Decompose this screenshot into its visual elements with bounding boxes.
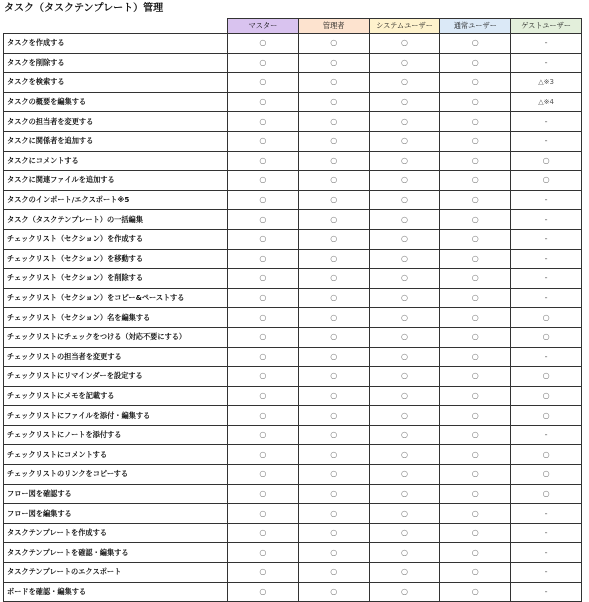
permission-cell-system-user: ○ — [369, 386, 440, 406]
row-label: タスクに関連ファイルを追加する — [4, 171, 228, 191]
permission-cell-master: ○ — [228, 582, 299, 602]
permission-cell-guest-user: ○ — [511, 327, 582, 347]
table-row — [4, 327, 582, 347]
permission-cell-guest-user: - — [511, 210, 582, 230]
permission-cell-master: ○ — [228, 53, 299, 73]
table-row — [4, 131, 582, 151]
permission-cell-guest-user: ○ — [511, 151, 582, 171]
permission-cell-master: ○ — [228, 308, 299, 328]
row-label: タスクにコメントする — [4, 151, 228, 171]
permission-cell-system-user: ○ — [369, 406, 440, 426]
permission-cell-normal-user: ○ — [440, 504, 511, 524]
permission-cell-master: ○ — [228, 543, 299, 563]
permission-cell-system-user: ○ — [369, 563, 440, 583]
permission-cell-master: ○ — [228, 131, 299, 151]
row-label: チェックリストにノートを添付する — [4, 425, 228, 445]
permission-cell-admin: ○ — [298, 347, 369, 367]
table-row — [4, 92, 582, 112]
permission-cell-normal-user: ○ — [440, 73, 511, 93]
permission-cell-guest-user: - — [511, 269, 582, 289]
permission-cell-guest-user: △※3 — [511, 73, 582, 93]
permission-cell-master: ○ — [228, 406, 299, 426]
permission-cell-guest-user: - — [511, 425, 582, 445]
permission-cell-guest-user: ○ — [511, 484, 582, 504]
permission-cell-normal-user: ○ — [440, 582, 511, 602]
permission-cell-guest-user: - — [511, 53, 582, 73]
row-label: チェックリストの担当者を変更する — [4, 347, 228, 367]
column-header-normal-user: 通常ユーザー — [440, 19, 511, 34]
table-row — [4, 347, 582, 367]
row-label: タスクテンプレートを確認・編集する — [4, 543, 228, 563]
permission-cell-normal-user: ○ — [440, 484, 511, 504]
table-row — [4, 504, 582, 524]
row-label: タスクテンプレートのエクスポート — [4, 563, 228, 583]
permission-cell-system-user: ○ — [369, 53, 440, 73]
permission-cell-master: ○ — [228, 269, 299, 289]
permission-cell-admin: ○ — [298, 92, 369, 112]
permission-cell-system-user: ○ — [369, 308, 440, 328]
table-row — [4, 73, 582, 93]
permission-cell-guest-user: - — [511, 582, 582, 602]
row-label: チェックリストのリンクをコピーする — [4, 465, 228, 485]
table-row — [4, 34, 582, 54]
column-header-admin: 管理者 — [298, 19, 369, 34]
permission-cell-system-user: ○ — [369, 504, 440, 524]
permission-cell-normal-user: ○ — [440, 523, 511, 543]
permission-cell-admin: ○ — [298, 73, 369, 93]
permission-cell-normal-user: ○ — [440, 190, 511, 210]
permission-cell-master: ○ — [228, 563, 299, 583]
row-label: タスクのインポート/エクスポート※5 — [4, 190, 228, 210]
permission-cell-admin: ○ — [298, 288, 369, 308]
permission-cell-guest-user: - — [511, 249, 582, 269]
permission-cell-normal-user: ○ — [440, 465, 511, 485]
permission-cell-system-user: ○ — [369, 465, 440, 485]
table-row — [4, 229, 582, 249]
permission-cell-guest-user: - — [511, 347, 582, 367]
permission-cell-guest-user: - — [511, 288, 582, 308]
permission-cell-guest-user: ○ — [511, 367, 582, 387]
permission-cell-guest-user: - — [511, 112, 582, 132]
table-row — [4, 484, 582, 504]
permission-cell-normal-user: ○ — [440, 210, 511, 230]
permission-cell-normal-user: ○ — [440, 367, 511, 387]
permission-cell-master: ○ — [228, 112, 299, 132]
permission-cell-guest-user: - — [511, 190, 582, 210]
permission-cell-admin: ○ — [298, 504, 369, 524]
permission-cell-system-user: ○ — [369, 523, 440, 543]
permission-cell-normal-user: ○ — [440, 406, 511, 426]
permission-cell-admin: ○ — [298, 112, 369, 132]
permission-cell-master: ○ — [228, 229, 299, 249]
permission-cell-master: ○ — [228, 92, 299, 112]
permission-cell-guest-user: - — [511, 543, 582, 563]
permission-cell-master: ○ — [228, 504, 299, 524]
table-row — [4, 425, 582, 445]
permission-cell-master: ○ — [228, 34, 299, 54]
row-label: チェックリストにリマインダーを設定する — [4, 367, 228, 387]
permission-cell-normal-user: ○ — [440, 386, 511, 406]
column-header-master: マスター — [228, 19, 299, 34]
permission-cell-admin: ○ — [298, 249, 369, 269]
permission-cell-guest-user: - — [511, 523, 582, 543]
permission-cell-normal-user: ○ — [440, 288, 511, 308]
row-label: タスクテンプレートを作成する — [4, 523, 228, 543]
row-label: チェックリスト（セクション）を作成する — [4, 229, 228, 249]
permission-cell-admin: ○ — [298, 229, 369, 249]
permission-cell-master: ○ — [228, 484, 299, 504]
permission-cell-guest-user: - — [511, 563, 582, 583]
column-header-guest-user: ゲストユーザー — [511, 19, 582, 34]
permission-cell-master: ○ — [228, 425, 299, 445]
table-row — [4, 406, 582, 426]
permission-cell-normal-user: ○ — [440, 425, 511, 445]
permission-cell-system-user: ○ — [369, 445, 440, 465]
row-label: チェックリストにチェックをつける（対応不要にする） — [4, 327, 228, 347]
table-row — [4, 190, 582, 210]
permission-cell-normal-user: ○ — [440, 34, 511, 54]
table-row — [4, 367, 582, 387]
permission-cell-master: ○ — [228, 288, 299, 308]
table-row — [4, 53, 582, 73]
table-row — [4, 112, 582, 132]
row-label: ボードを確認・編集する — [4, 582, 228, 602]
row-label: チェックリスト（セクション）をコピー&ペーストする — [4, 288, 228, 308]
row-label: チェックリストにファイルを添付・編集する — [4, 406, 228, 426]
row-label: チェックリスト（セクション）を削除する — [4, 269, 228, 289]
permission-cell-system-user: ○ — [369, 367, 440, 387]
permission-cell-normal-user: ○ — [440, 543, 511, 563]
permission-cell-system-user: ○ — [369, 210, 440, 230]
table-row — [4, 288, 582, 308]
permission-cell-admin: ○ — [298, 171, 369, 191]
permission-cell-guest-user: ○ — [511, 465, 582, 485]
permission-cell-normal-user: ○ — [440, 92, 511, 112]
permission-cell-normal-user: ○ — [440, 229, 511, 249]
table-row — [4, 269, 582, 289]
header-row — [4, 19, 582, 34]
table-row — [4, 523, 582, 543]
permission-cell-guest-user: ○ — [511, 445, 582, 465]
row-label: タスクに関係者を追加する — [4, 131, 228, 151]
permission-cell-normal-user: ○ — [440, 131, 511, 151]
permission-cell-normal-user: ○ — [440, 53, 511, 73]
permission-cell-master: ○ — [228, 249, 299, 269]
permission-cell-admin: ○ — [298, 151, 369, 171]
permission-cell-admin: ○ — [298, 190, 369, 210]
permission-cell-system-user: ○ — [369, 249, 440, 269]
permission-cell-master: ○ — [228, 367, 299, 387]
header-blank-cell — [4, 19, 228, 34]
table-row — [4, 210, 582, 230]
permission-cell-normal-user: ○ — [440, 347, 511, 367]
table-row — [4, 582, 582, 602]
permission-cell-system-user: ○ — [369, 131, 440, 151]
row-label: タスク（タスクテンプレート）の一括編集 — [4, 210, 228, 230]
permission-cell-system-user: ○ — [369, 112, 440, 132]
permission-cell-system-user: ○ — [369, 151, 440, 171]
table-row — [4, 151, 582, 171]
row-label: タスクを検索する — [4, 73, 228, 93]
permission-cell-admin: ○ — [298, 406, 369, 426]
permission-cell-master: ○ — [228, 190, 299, 210]
permission-cell-system-user: ○ — [369, 269, 440, 289]
permission-cell-normal-user: ○ — [440, 171, 511, 191]
permission-cell-normal-user: ○ — [440, 249, 511, 269]
permission-cell-admin: ○ — [298, 543, 369, 563]
row-label: タスクの概要を編集する — [4, 92, 228, 112]
permission-cell-normal-user: ○ — [440, 327, 511, 347]
row-label: タスクの担当者を変更する — [4, 112, 228, 132]
row-label: フロー図を編集する — [4, 504, 228, 524]
permission-cell-admin: ○ — [298, 582, 369, 602]
row-label: フロー図を確認する — [4, 484, 228, 504]
permission-cell-guest-user: ○ — [511, 406, 582, 426]
permission-cell-normal-user: ○ — [440, 151, 511, 171]
permission-cell-master: ○ — [228, 171, 299, 191]
permission-cell-guest-user: - — [511, 229, 582, 249]
permission-cell-admin: ○ — [298, 131, 369, 151]
permission-cell-system-user: ○ — [369, 92, 440, 112]
permission-cell-guest-user: - — [511, 131, 582, 151]
row-label: チェックリストにコメントする — [4, 445, 228, 465]
permission-cell-master: ○ — [228, 151, 299, 171]
table-row — [4, 445, 582, 465]
row-label: タスクを作成する — [4, 34, 228, 54]
permission-cell-master: ○ — [228, 347, 299, 367]
permission-cell-master: ○ — [228, 445, 299, 465]
permission-cell-normal-user: ○ — [440, 112, 511, 132]
permission-cell-master: ○ — [228, 523, 299, 543]
permission-cell-system-user: ○ — [369, 347, 440, 367]
permission-cell-system-user: ○ — [369, 229, 440, 249]
permission-cell-admin: ○ — [298, 563, 369, 583]
permission-cell-master: ○ — [228, 210, 299, 230]
permission-cell-admin: ○ — [298, 465, 369, 485]
row-label: チェックリスト（セクション）名を編集する — [4, 308, 228, 328]
permission-cell-system-user: ○ — [369, 34, 440, 54]
table-row — [4, 171, 582, 191]
page-title: タスク（タスクテンプレート）管理 — [4, 3, 164, 14]
permission-cell-guest-user: - — [511, 34, 582, 54]
table-row — [4, 249, 582, 269]
permission-cell-system-user: ○ — [369, 288, 440, 308]
permission-cell-guest-user: - — [511, 504, 582, 524]
permission-cell-system-user: ○ — [369, 73, 440, 93]
column-header-system-user: システムユーザー — [369, 19, 440, 34]
permission-cell-master: ○ — [228, 327, 299, 347]
table-row — [4, 386, 582, 406]
permission-cell-guest-user: ○ — [511, 386, 582, 406]
permission-cell-system-user: ○ — [369, 425, 440, 445]
permission-table — [3, 18, 582, 602]
permission-cell-admin: ○ — [298, 523, 369, 543]
permission-cell-admin: ○ — [298, 34, 369, 54]
permission-cell-admin: ○ — [298, 445, 369, 465]
permission-cell-admin: ○ — [298, 308, 369, 328]
table-row — [4, 543, 582, 563]
permission-cell-master: ○ — [228, 386, 299, 406]
permission-cell-system-user: ○ — [369, 171, 440, 191]
permission-cell-system-user: ○ — [369, 543, 440, 563]
permission-cell-guest-user: ○ — [511, 308, 582, 328]
permission-cell-system-user: ○ — [369, 190, 440, 210]
table-row — [4, 308, 582, 328]
permission-cell-normal-user: ○ — [440, 269, 511, 289]
permission-cell-guest-user: ○ — [511, 171, 582, 191]
permission-cell-admin: ○ — [298, 327, 369, 347]
permission-cell-admin: ○ — [298, 386, 369, 406]
table-row — [4, 465, 582, 485]
permission-cell-system-user: ○ — [369, 484, 440, 504]
row-label: チェックリスト（セクション）を移動する — [4, 249, 228, 269]
permission-cell-system-user: ○ — [369, 582, 440, 602]
permission-cell-admin: ○ — [298, 425, 369, 445]
permission-cell-admin: ○ — [298, 269, 369, 289]
table-row — [4, 563, 582, 583]
permission-cell-normal-user: ○ — [440, 445, 511, 465]
permission-cell-normal-user: ○ — [440, 563, 511, 583]
permission-cell-master: ○ — [228, 465, 299, 485]
permission-cell-system-user: ○ — [369, 327, 440, 347]
permission-cell-admin: ○ — [298, 484, 369, 504]
permission-cell-admin: ○ — [298, 210, 369, 230]
permission-cell-admin: ○ — [298, 367, 369, 387]
permission-cell-normal-user: ○ — [440, 308, 511, 328]
permission-cell-master: ○ — [228, 73, 299, 93]
permission-cell-admin: ○ — [298, 53, 369, 73]
row-label: タスクを削除する — [4, 53, 228, 73]
row-label: チェックリストにメモを記載する — [4, 386, 228, 406]
permission-cell-guest-user: △※4 — [511, 92, 582, 112]
